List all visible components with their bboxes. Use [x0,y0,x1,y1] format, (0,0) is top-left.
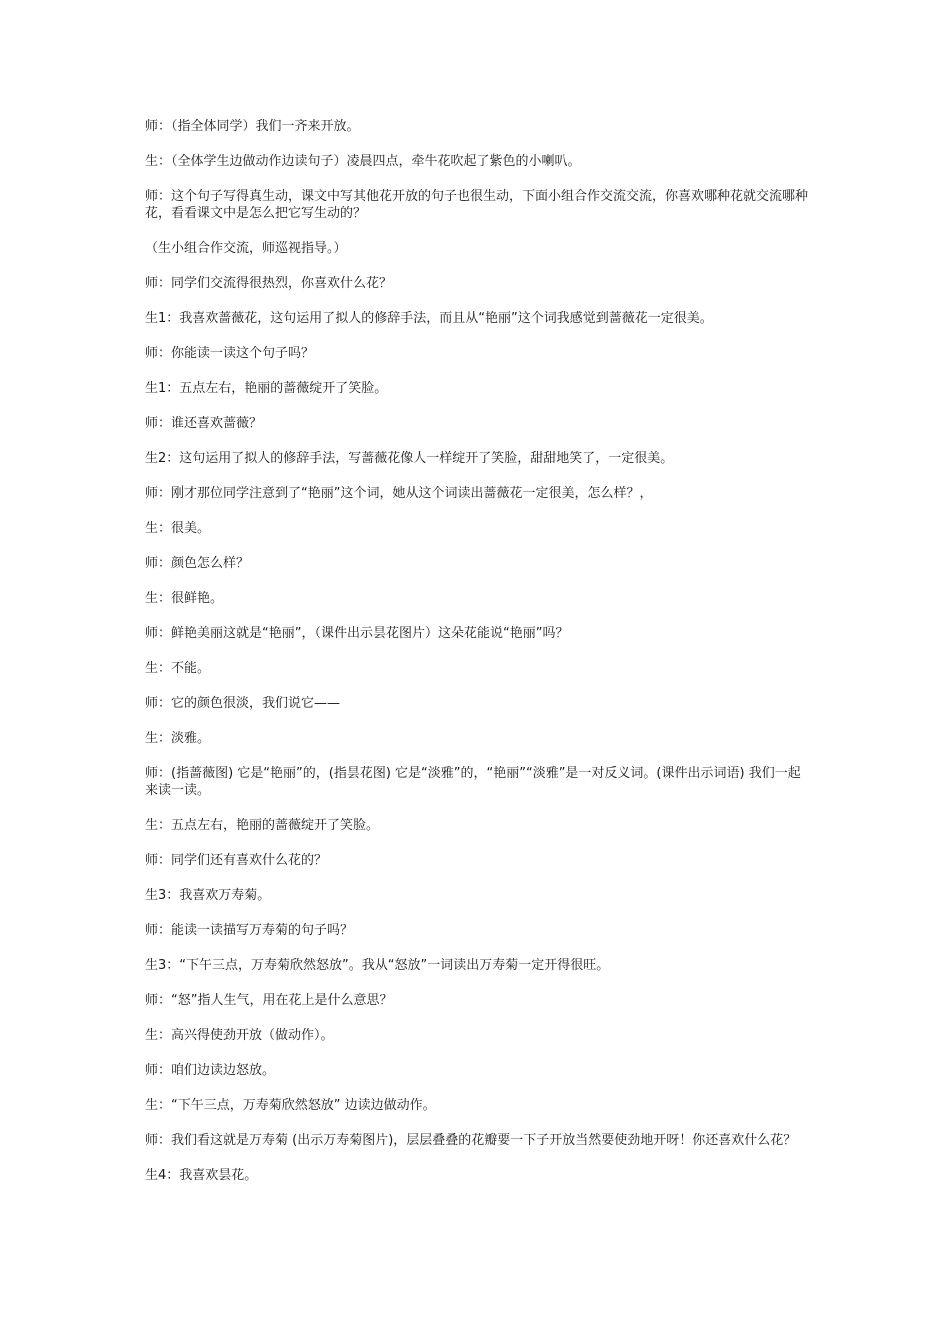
paragraph-25: 师：“怒”指人生气，用在花上是什么意思？ [145,993,393,1008]
paragraph-14: 生：很鲜艳。 [145,591,224,606]
paragraph-5: 师：同学们交流得很热烈，你喜欢什么花？ [145,276,393,291]
paragraph-17: 师：它的颜色很淡，我们说它—— [145,696,341,711]
paragraph-7: 师：你能读一读这个句子吗？ [145,346,315,361]
paragraph-2: 生：（全体学生边做动作边读句子）凌晨四点，牵牛花吹起了紫色的小喇叭。 [145,154,581,169]
paragraph-15: 师：鲜艳美丽这就是“艳丽”，（课件出示昙花图片）这朵花能说“艳丽”吗？ [145,626,569,641]
paragraph-20: 生：五点左右，艳丽的蔷薇绽开了笑脸。 [145,818,380,833]
paragraph-16: 生：不能。 [145,661,211,676]
paragraph-10: 生2：这句运用了拟人的修辞手法，写蔷薇花像人一样绽开了笑脸，甜甜地笑了，一定很美。 [145,451,674,466]
paragraph-23: 师：能读一读描写万寿菊的句子吗？ [145,923,354,938]
paragraph-28: 生：“下午三点，万寿菊欣然怒放” 边读边做动作。 [145,1098,436,1113]
paragraph-29: 师：我们看这就是万寿菊 (出示万寿菊图片)，层层叠叠的花瓣要一下子开放当然要使劲地开呀！你还喜欢什么花？ [145,1133,797,1148]
paragraph-4: （生小组合作交流，师巡视指导。） [145,241,347,256]
paragraph-19: 师：(指蔷薇图) 它是“艳丽”的，(指昙花图) 它是“淡雅”的，“艳丽”“淡雅”是一对反义词。(课件出示词语) 我们一起来读一读。 [145,766,801,798]
paragraph-30: 生4：我喜欢昙花。 [145,1168,258,1183]
paragraph-11: 师：刚才那位同学注意到了“艳丽”这个词，她从这个词读出蔷薇花一定很美，怎么样？， [145,486,653,501]
document-page [145,118,810,1184]
paragraph-26: 生：高兴得使劲开放（做动作）。 [145,1028,334,1043]
paragraph-1: 师：（指全体同学）我们一齐来开放。 [145,119,360,134]
paragraph-22: 生3：我喜欢万寿菊。 [145,888,271,903]
paragraph-8: 生1：五点左右，艳丽的蔷薇绽开了笑脸。 [145,381,388,396]
paragraph-3: 师：这个句子写得真生动，课文中写其他花开放的句子也很生动，下面小组合作交流交流，你喜欢哪种花就交流哪种花，看看课文中是怎么把它写生动的？ [145,189,809,221]
paragraph-27: 师：咱们边读边怒放。 [145,1063,276,1078]
paragraph-24: 生3：“下午三点，万寿菊欣然怒放”。我从“怒放”一词读出万寿菊一定开得很旺。 [145,958,610,973]
paragraph-13: 师：颜色怎么样？ [145,556,250,571]
paragraph-12: 生：很美。 [145,521,211,536]
paragraph-6: 生1：我喜欢蔷薇花，这句运用了拟人的修辞手法，而且从“艳丽”这个词我感觉到蔷薇花一定很美。 [145,311,713,326]
paragraph-21: 师：同学们还有喜欢什么花的？ [145,853,328,868]
paragraph-18: 生：淡雅。 [145,731,211,746]
paragraph-9: 师：谁还喜欢蔷薇？ [145,416,263,431]
